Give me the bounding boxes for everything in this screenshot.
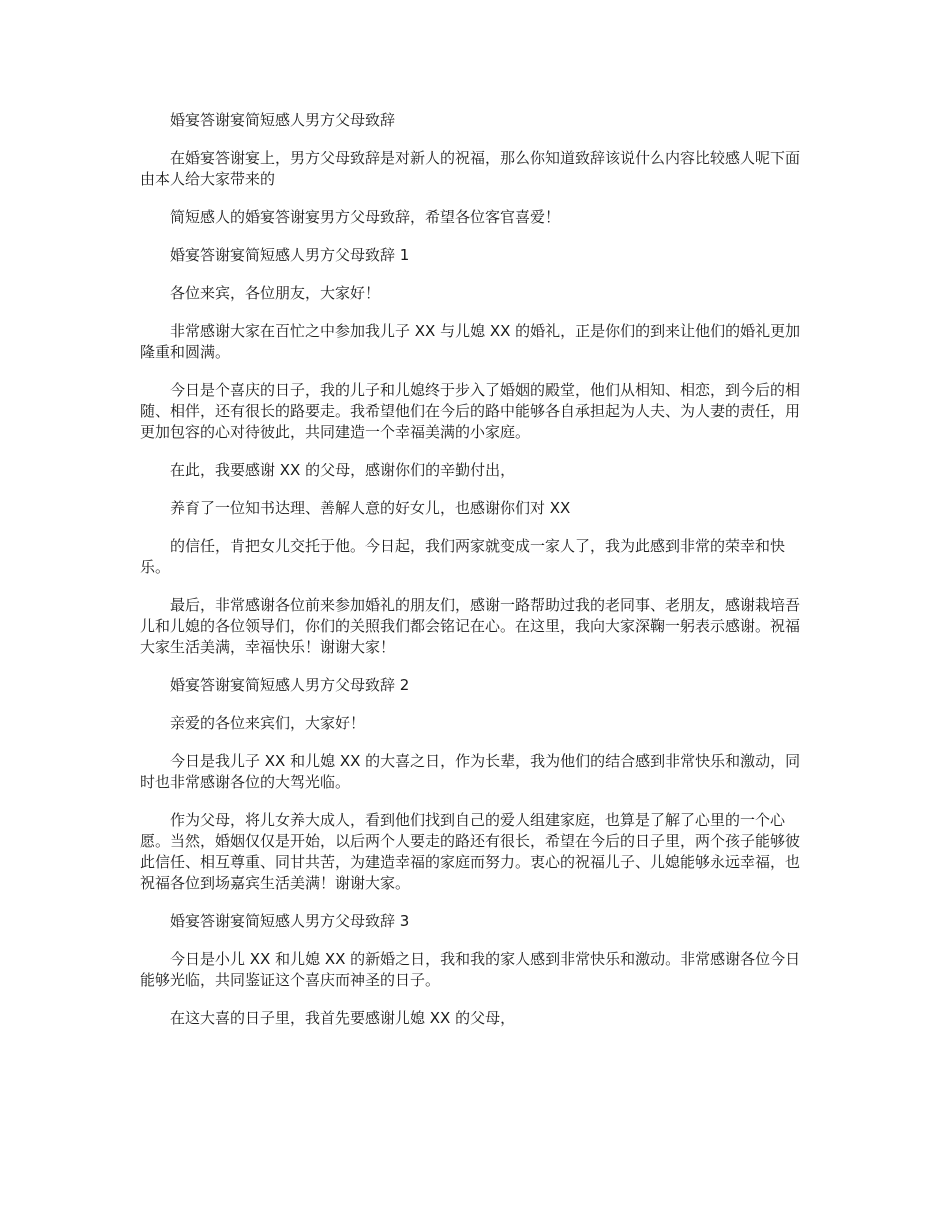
intro-paragraph: 简短感人的婚宴答谢宴男方父母致辞，希望各位客官喜爱！ xyxy=(170,208,561,226)
body-paragraph: 在这大喜的日子里，我首先要感谢儿媳 XX 的父母， xyxy=(170,1009,516,1027)
body-paragraph: 作为父母，将儿女养大成人，看到他们找到自己的爱人组建家庭，也算是了解了心里的一个心愿。当然，婚姻仅仅是开始，以后两个人要走的路还有很长，希望在今后的日子里，两个孩子能够彼此信任、相互尊重、同甘共苦，为建造幸福的家庭而努力。衷心的祝福儿子、儿媳能够永远幸福，也祝福各位到场嘉宾生活美满！谢谢大家。 xyxy=(140,811,801,892)
section-heading-1: 婚宴答谢宴简短感人男方父母致辞 1 xyxy=(170,246,410,264)
body-paragraph: 今日是个喜庆的日子，我的儿子和儿媳终于步入了婚姻的殿堂，他们从相知、相恋，到今后的相随、相伴，还有很长的路要走。我希望他们在今后的路中能够各自承担起为人夫、为人妻的责任，用更加包容的心对待彼此，共同建造一个幸福美满的小家庭。 xyxy=(140,381,801,441)
body-paragraph: 的信任，肯把女儿交托于他。今日起，我们两家就变成一家人了，我为此感到非常的荣幸和快乐。 xyxy=(140,537,786,576)
section-heading-3: 婚宴答谢宴简短感人男方父母致辞 3 xyxy=(170,912,410,930)
document-title: 婚宴答谢宴简短感人男方父母致辞 xyxy=(170,111,396,129)
body-paragraph: 各位来宾，各位朋友，大家好！ xyxy=(170,284,381,302)
body-paragraph: 在此，我要感谢 XX 的父母，感谢你们的辛勤付出， xyxy=(170,461,516,479)
body-paragraph: 最后，非常感谢各位前来参加婚礼的朋友们，感谢一路帮助过我的老同事、老朋友，感谢栽培吾儿和儿媳的各位领导们，你们的关照我们都会铭记在心。在这里，我向大家深鞠一躬表示感谢。祝福大家生活美满，幸福快乐！谢谢大家！ xyxy=(140,596,801,656)
body-paragraph: 今日是我儿子 XX 和儿媳 XX 的大喜之日，作为长辈，我为他们的结合感到非常快乐和激动，同时也非常感谢各位的大驾光临。 xyxy=(140,752,801,791)
body-paragraph: 亲爱的各位来宾们，大家好！ xyxy=(170,714,366,732)
body-paragraph: 非常感谢大家在百忙之中参加我儿子 XX 与儿媳 XX 的婚礼，正是你们的到来让他们的婚礼更加隆重和圆满。 xyxy=(140,322,801,361)
body-paragraph: 养育了一位知书达理、善解人意的好女儿，也感谢你们对 XX xyxy=(170,499,571,517)
intro-paragraph: 在婚宴答谢宴上，男方父母致辞是对新人的祝福，那么你知道致辞该说什么内容比较感人呢下面由本人给大家带来的 xyxy=(140,149,801,188)
section-heading-2: 婚宴答谢宴简短感人男方父母致辞 2 xyxy=(170,676,410,694)
body-paragraph: 今日是小儿 XX 和儿媳 XX 的新婚之日，我和我的家人感到非常快乐和激动。非常感谢各位今日能够光临，共同鉴证这个喜庆而神圣的日子。 xyxy=(140,950,801,989)
document-page xyxy=(140,110,810,1046)
